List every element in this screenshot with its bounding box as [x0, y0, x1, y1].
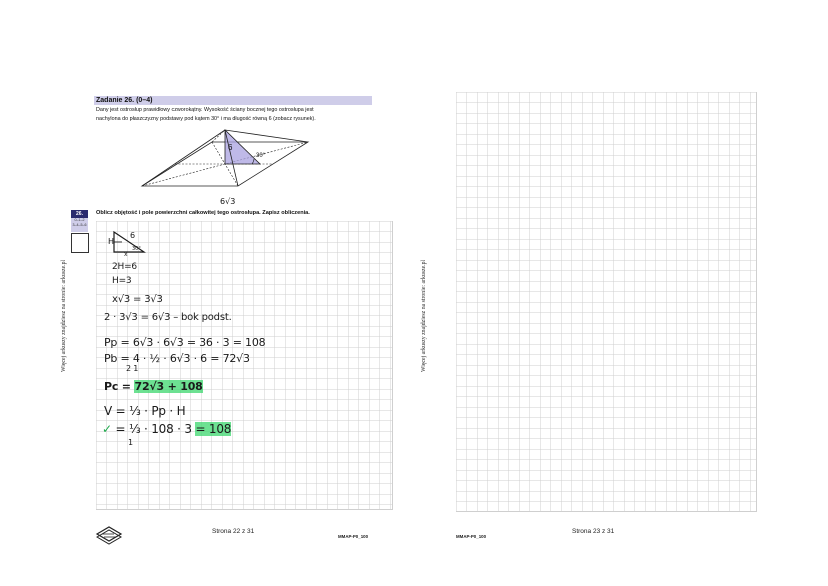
score-scale-row: 0–1–2 — [74, 218, 85, 222]
hw-pc-value: 72√3 + 108 — [134, 380, 203, 393]
exam-code-right: MMAP-P0_100 — [456, 534, 487, 539]
pyramid-figure — [140, 124, 320, 208]
hw-line-4: 2 · 3√3 = 6√3 – bok podst. — [104, 312, 232, 323]
hw-volume-result: = 108 — [195, 422, 232, 436]
hw-triangle-sketch — [110, 228, 150, 256]
task-number-tab: 26. — [71, 210, 88, 218]
hw-check-icon: ✓ — [102, 422, 112, 436]
hw-line-7 — [104, 380, 203, 393]
task-text-line-1: Dany jest ostrosłup prawidłowy czworokątny. Wysokość ściany bocznej tego ostrosłupa jest — [96, 107, 314, 113]
cke-logo-icon — [95, 524, 123, 544]
label-slant: 6 — [228, 143, 233, 152]
hw-line-8: V = ⅓ · Pp · H — [104, 404, 186, 418]
page-number-left: Strona 22 z 31 — [212, 528, 255, 535]
hw-line-1: 2H=6 — [112, 262, 137, 272]
hw-line-2: H=3 — [112, 276, 132, 286]
hw-line-9b: 1 — [128, 438, 133, 447]
score-scale-row: 3–4–5–6 — [72, 222, 87, 227]
score-box[interactable] — [71, 233, 89, 253]
hw-tri-h: H — [108, 237, 115, 246]
hw-line-6b: 2 1 — [126, 364, 139, 373]
hw-line-5: Pp = 6√3 · 6√3 = 36 · 3 = 108 — [104, 336, 266, 349]
hw-pc-label: Pc = — [104, 380, 131, 393]
label-angle: 30° — [256, 153, 266, 159]
hw-line-3: x√3 = 3√3 — [112, 294, 163, 305]
hw-volume-calc: = ⅓ · 108 · 3 — [115, 422, 192, 436]
page-number-right: Strona 23 z 31 — [572, 528, 615, 535]
hw-line-6: Pb = 4 · ½ · 6√3 · 6 = 72√3 — [104, 352, 250, 365]
question-text: Oblicz objętość i pole powierzchni całkowitej tego ostrosłupa. Zapisz obliczenia. — [96, 210, 310, 216]
side-watermark-right: Więcej arkuszy znajdziesz na stronie: arkusze.pl — [421, 259, 427, 372]
hw-tri-angle: 30° — [132, 246, 141, 252]
task-text-line-2: nachylona do płaszczyzny podstawy pod kątem 30° i ma długość równą 6 (zobacz rysunek). — [96, 115, 316, 122]
hw-tri-6: 6 — [130, 231, 136, 240]
side-watermark-left: Więcej arkuszy znajdziesz na stronie: arkusze.pl — [61, 259, 67, 372]
task-header: Zadanie 26. (0–4) — [94, 96, 372, 105]
label-base: 6√3 — [220, 197, 236, 206]
hw-line-9 — [102, 422, 231, 436]
answer-grid-right[interactable] — [456, 92, 757, 512]
hw-tri-x: x — [124, 251, 128, 258]
exam-code-left: MMAP-P0_100 — [338, 534, 369, 539]
lateral-edge-1 — [142, 130, 225, 186]
answer-grid-left[interactable] — [96, 221, 393, 510]
score-scale — [71, 218, 88, 232]
lateral-edge-3 — [225, 130, 308, 142]
task-text — [96, 106, 386, 123]
hidden-edge — [212, 130, 225, 142]
